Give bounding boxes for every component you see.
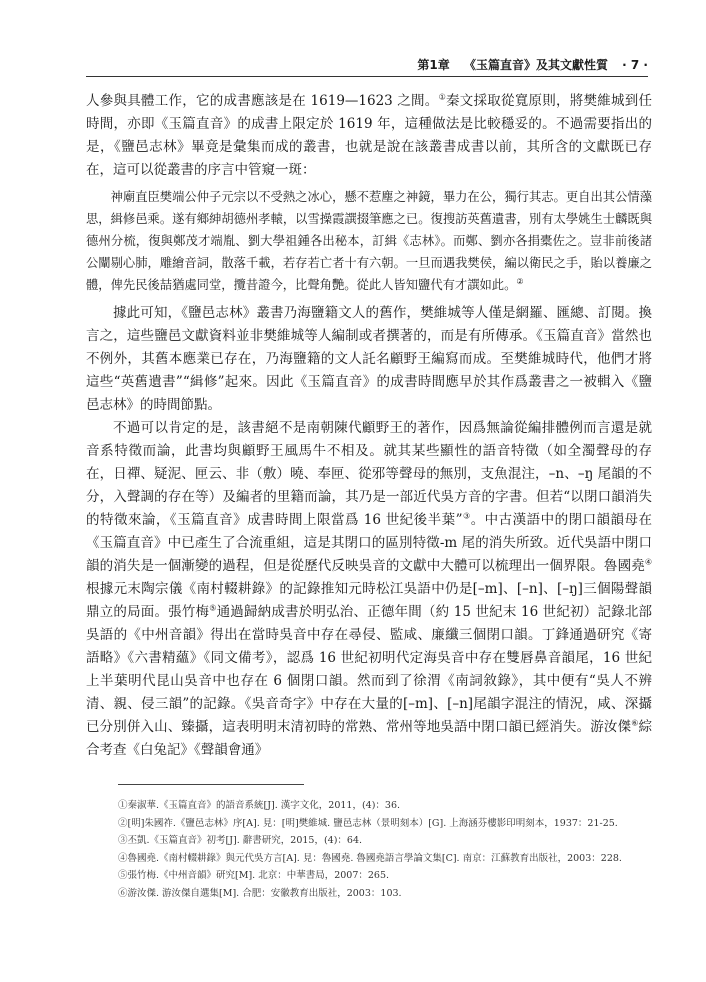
- footnote-item: ③丕凱.《玉篇直音》初考[J]. 辭書研究，2015，(4)：64.: [118, 835, 363, 847]
- footnote-ref-6[interactable]: ⑥: [631, 718, 639, 728]
- footnote-ref-3[interactable]: ③: [462, 511, 471, 521]
- footnote-ref-2[interactable]: ②: [516, 276, 524, 286]
- footnote-item: ④魯國堯.《南村輟耕錄》與元代吳方言[A]. 見：魯國堯. 魯國堯語言學論文集[C]. 南京：江蘇教育出版社，2003：228.: [118, 852, 622, 864]
- chapter-title: 《玉篇直音》及其文獻性質: [463, 58, 608, 72]
- main-text: [86, 90, 652, 762]
- paragraph-3: 不過可以肯定的是，該書絕不是南朝陳代顧野王的著作，因爲無論從編排體例而言還是就音系特徵而論，此書均與顧野王風馬牛不相及。就其某些顯性的語音特徵（如全濁聲母的存在，日禪、疑泥、匣云、非（敷）曉、奉匣、從邪等聲母的無別，支魚混注，–n、–ŋ 尾韻的不分，入聲調的存在等）及編者的里籍而論，其乃是一部近代吳方音的字書。但若“以閉口韻消失的特徵來論，《玉篇直音》成書時間上限當爲 16 世紀後半葉”③。中古漢語中的閉口韻韻母在《玉篇直音》中已產生了合流重組，這是其閉口的區別特徵-m 尾的消失所致。近代吳語中閉口韻的消失是一個漸變的過程，但是從歷代反映吳音的文獻中大體可以梳理出一個界限。魯國堯④根據元末陶宗儀《南村輟耕錄》的記錄推知元時松江吳語中仍是[–m]、[–n]、[–ŋ]三個陽聲韻鼎立的局面。張竹梅⑤通過歸納成書於明弘治、正德年間（約 15 世紀末 16 世紀初）記錄北部吳語的《中州音韻》得出在當時吳音中存在尋侵、監咸、廉纖三個閉口韻。丁鋒通過研究《寄語略》《六書精蘊》《同文備考》，認爲 16 世紀初明代定海吳音中存在雙唇鼻音韻尾，16 世紀上半葉明代昆山吳音中也存在 6 個閉口韻。然而到了徐渭《南詞敘錄》，其中便有“吳人不辨清、親、侵三韻”的記錄。《吳音奇字》中存在大量的[–m]、[–n]尾韻字混注的情況，咸、深攝已分別併入山、臻攝，這表明明末清初時的常熟、常州等地吳語中閉口韻已經消失。游汝傑⑥綜合考查《白兔記》《聲韻會通》: [86, 420, 653, 758]
- footnote-item: ②[明]朱國祚.《鹽邑志林》序[A]. 見：[明]樊維城. 鹽邑志林（景明刻本）[G]. 上海涵芬樓影印明刻本，1937：21-25.: [118, 817, 618, 829]
- running-header: [86, 56, 648, 77]
- footnote-ref-1[interactable]: ①: [438, 92, 447, 102]
- footnote-ref-5[interactable]: ⑤: [209, 603, 217, 613]
- footnote-item: ⑥游汝傑. 游汝傑自選集[M]. 合肥：安徽教育出版社，2003：103.: [118, 887, 402, 899]
- preface-quote: 神廟直臣樊端公仲子元宗以不受熱之冰心，懸不惹塵之神鏡，畢力在公，獨行其志。更自出其公情藻思，緝修邑乘。遂有鄉紳胡德州孝轅，以雪操霞譔掇筆應之已。復搜訪英舊遺書，別有太學姚生士麟既與德州分梳，復與鄭茂才端胤、劉大學祖鍾各出秘本，訂緝《志林》。而鄭、劉亦各捐橐佐之。豈非前後諸公闡剔心肺，雕繪音詞，散落千載，若存若亡者十有六朝。一旦而遇我樊侯，編以衛民之手，貽以養廉之體，俾先民後喆猶處同堂，攬昔證今，比聲角艷。從此人皆知鹽代有才譔如此。②: [86, 190, 652, 292]
- paragraph-1: 人參與具體工作，它的成書應該是在 1619—1623 之間。①秦文採取從寬原則，將樊維城到任時間，亦即《玉篇直音》的成書上限定於 1619 年，這種做法是比較穩妥的。不過需要指出的是，《鹽邑志林》畢竟是彙集而成的叢書，也就是說在該叢書成書以前，其所含的文獻既已存在，這可以從叢書的序言中管窺一斑：: [86, 92, 653, 178]
- page-number: · 7 ·: [622, 58, 648, 72]
- footnote-ref-4[interactable]: ④: [644, 557, 652, 567]
- chapter-label: 第1章: [417, 58, 450, 72]
- footnote-divider: [118, 784, 304, 785]
- footnote-item: ①秦淑華.《玉篇直音》的語音系統[J]. 漢字文化，2011，(4)：36.: [118, 800, 401, 811]
- footnotes: [118, 797, 658, 903]
- paragraph-2: 據此可知，《鹽邑志林》叢書乃海鹽籍文人的舊作，樊維城等人僅是網羅、匯總、訂閱。換言之，這些鹽邑文獻資料並非樊維城等人編制或者撰著的，而是有所傳承。《玉篇直音》當然也不例外，其舊本應業已存在，乃海鹽籍的文人託名顧野王編寫而成。至樊維城時代，他們才將這些“英舊遺書”“緝修”起來。因此《玉篇直音》的成書時間應早於其作爲叢書之一被輯入《鹽邑志林》的時間節點。: [86, 305, 652, 413]
- footnote-item: ⑤張竹梅.《中州音韻》研究[M]. 北京：中華書局，2007：265.: [118, 870, 390, 882]
